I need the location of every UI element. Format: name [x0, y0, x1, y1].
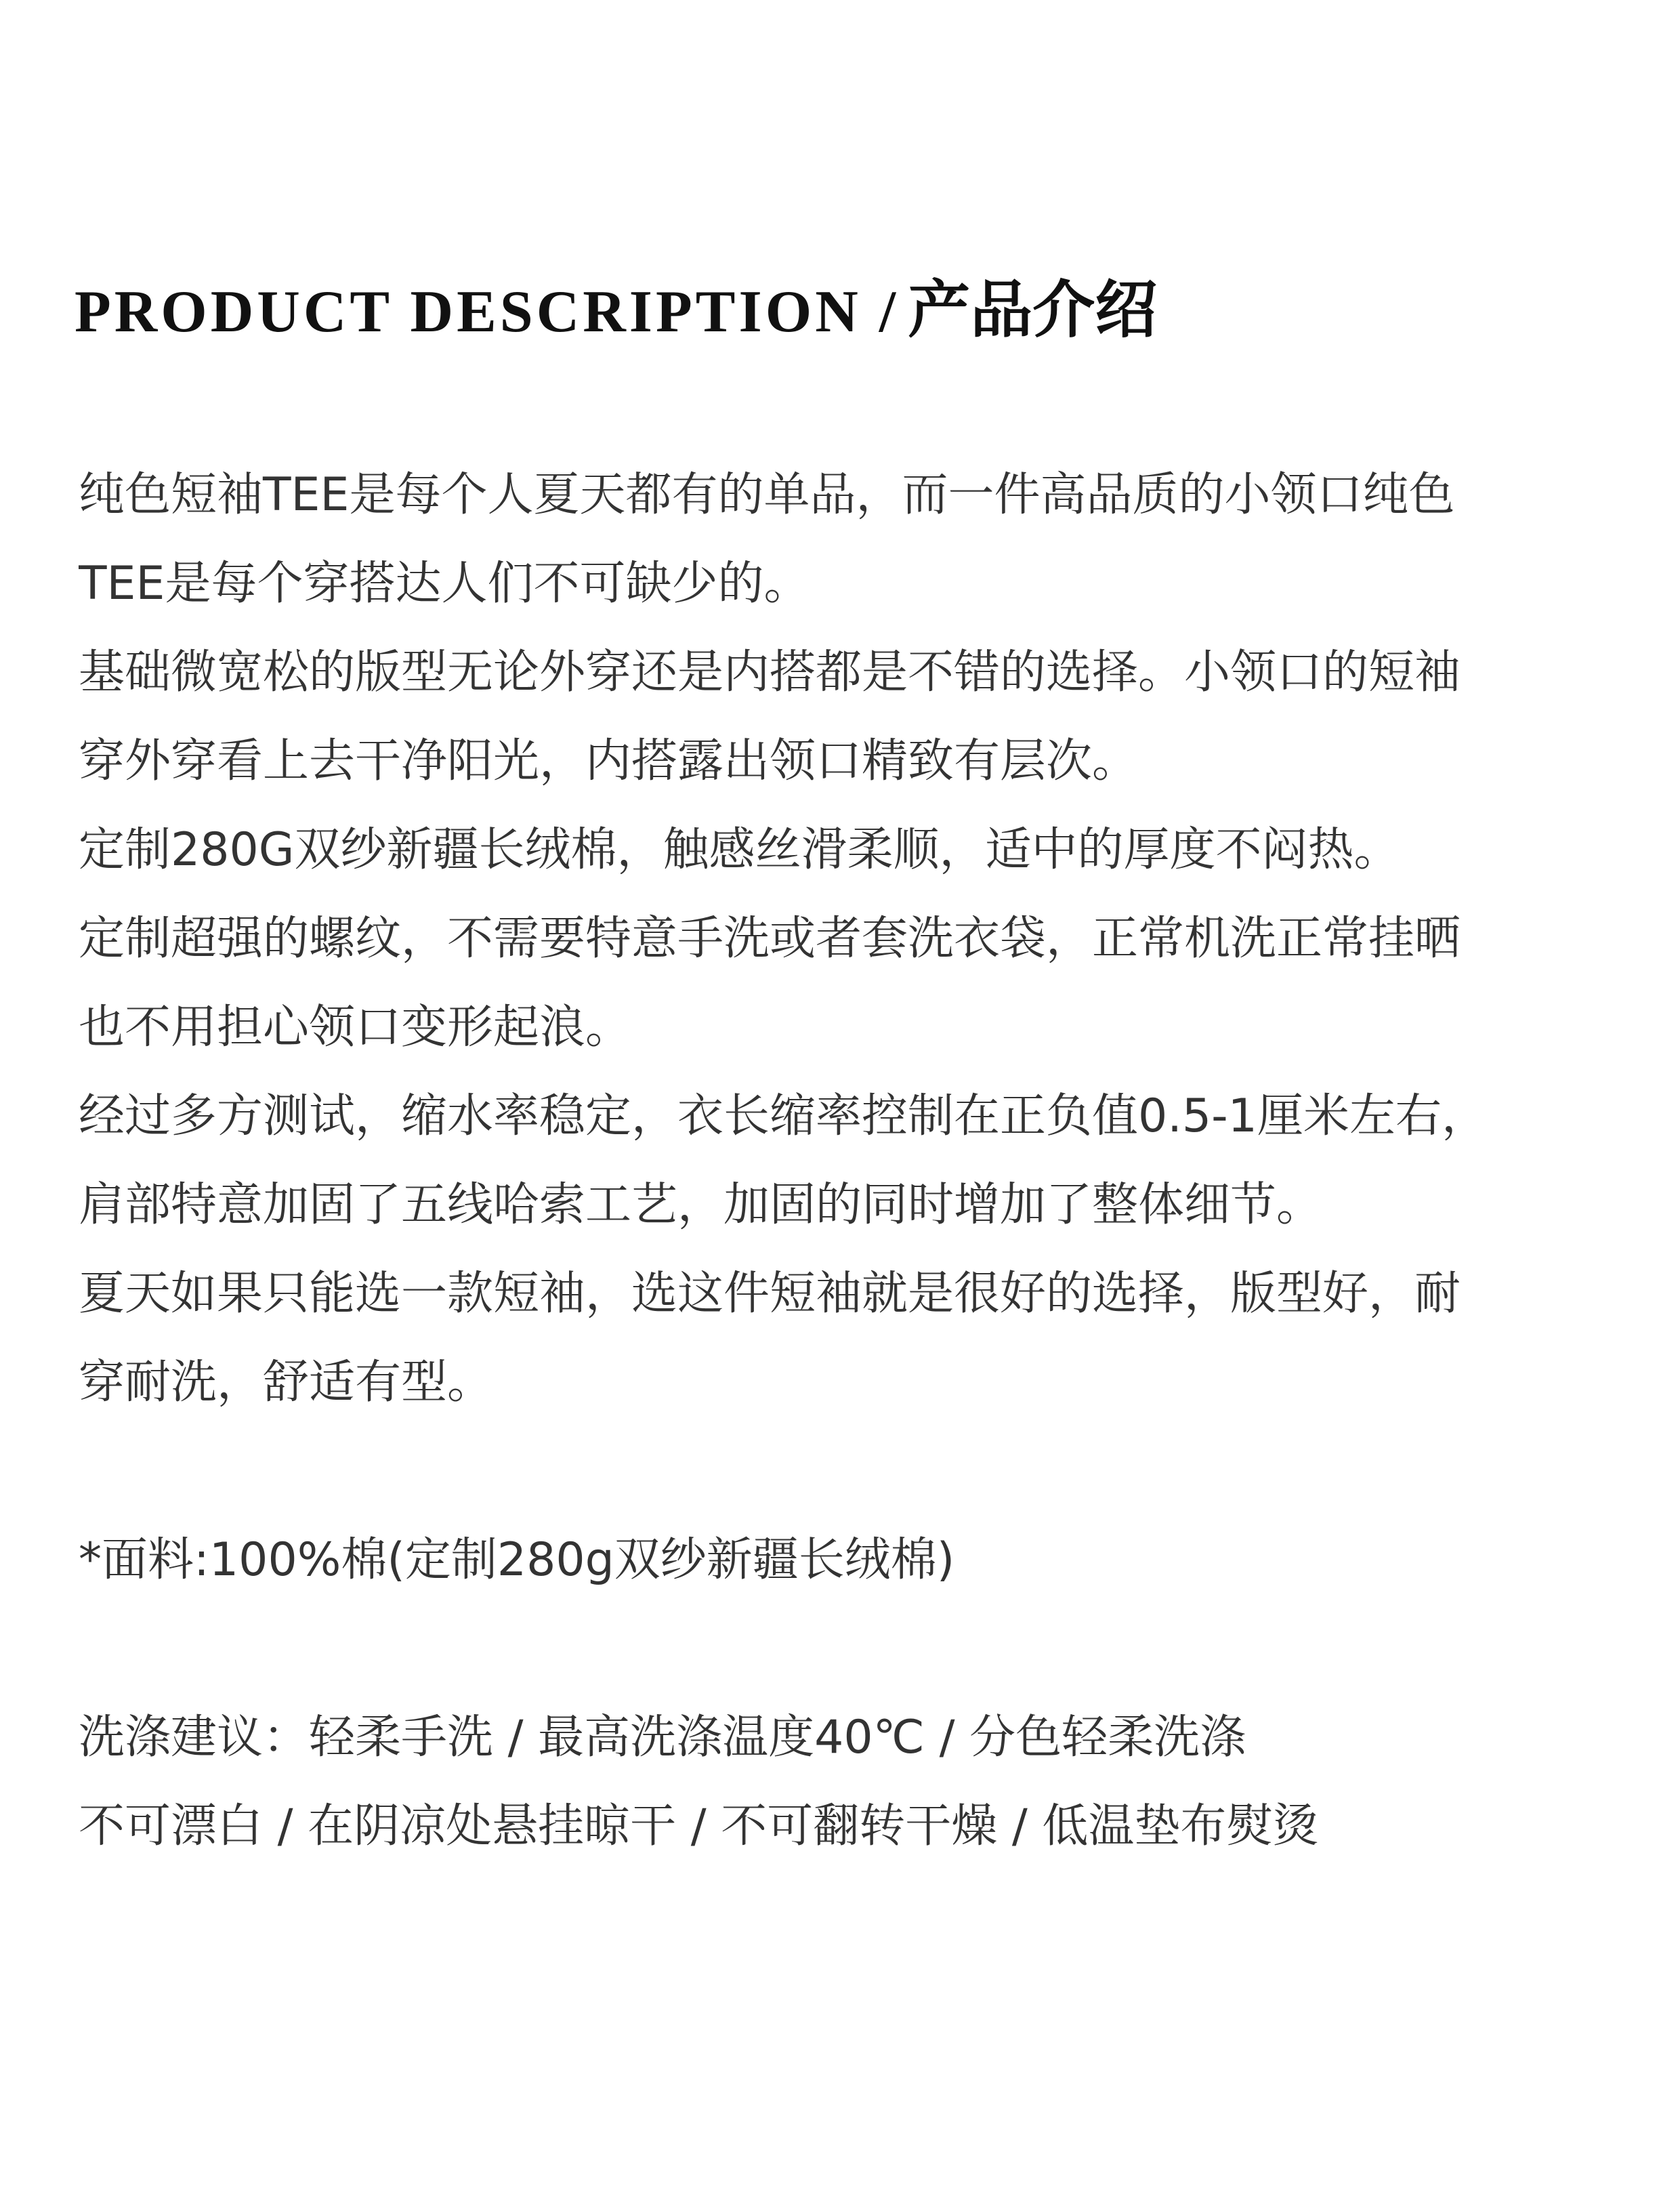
- title-chinese: 产品介绍: [908, 274, 1158, 346]
- description-line: 肩部特意加固了五线哈索工艺，加固的同时增加了整体细节。: [79, 1178, 1323, 1232]
- description-line: 经过多方测试，缩水率稳定，衣长缩率控制在正负值0.5-1厘米左右，: [79, 1089, 1488, 1143]
- description-line: 穿外穿看上去干净阳光，内搭露出领口精致有层次。: [79, 734, 1139, 788]
- description-line: 也不用担心领口变形起浪。: [79, 1001, 632, 1054]
- section-title: [75, 270, 1157, 351]
- description-line: 定制超强的螺纹，不需要特意手洗或者套洗衣袋，正常机洗正常挂晒: [79, 912, 1461, 965]
- spacer: [79, 1427, 1637, 1516]
- description-line: 纯色短袖TEE是每个人夏天都有的单品，而一件高品质的小领口纯色: [79, 468, 1455, 522]
- description-body: [79, 451, 1637, 1871]
- spacer: [79, 1604, 1637, 1693]
- title-separator: /: [879, 279, 896, 345]
- description-line: 定制280G双纱新疆长绒棉，触感丝滑柔顺，适中的厚度不闷热。: [79, 823, 1400, 877]
- description-line: 穿耐洗，舒适有型。: [79, 1356, 494, 1409]
- description-line: TEE是每个穿搭达人们不可缺少的。: [79, 557, 810, 610]
- care-instructions-line: 不可漂白 / 在阴凉处悬挂晾干 / 不可翻转干燥 / 低温垫布熨烫: [79, 1799, 1319, 1853]
- title-english: PRODUCT DESCRIPTION: [75, 279, 862, 345]
- care-instructions-line: 洗涤建议：轻柔手洗 / 最高洗涤温度40℃ / 分色轻柔洗涤: [79, 1711, 1246, 1764]
- description-line: 夏天如果只能选一款短袖，选这件短袖就是很好的选择，版型好，耐: [79, 1267, 1461, 1320]
- description-line: 基础微宽松的版型无论外穿还是内搭都是不错的选择。小领口的短袖: [79, 646, 1461, 699]
- material-line: *面料:100%棉(定制280g双纱新疆长绒棉): [79, 1533, 955, 1587]
